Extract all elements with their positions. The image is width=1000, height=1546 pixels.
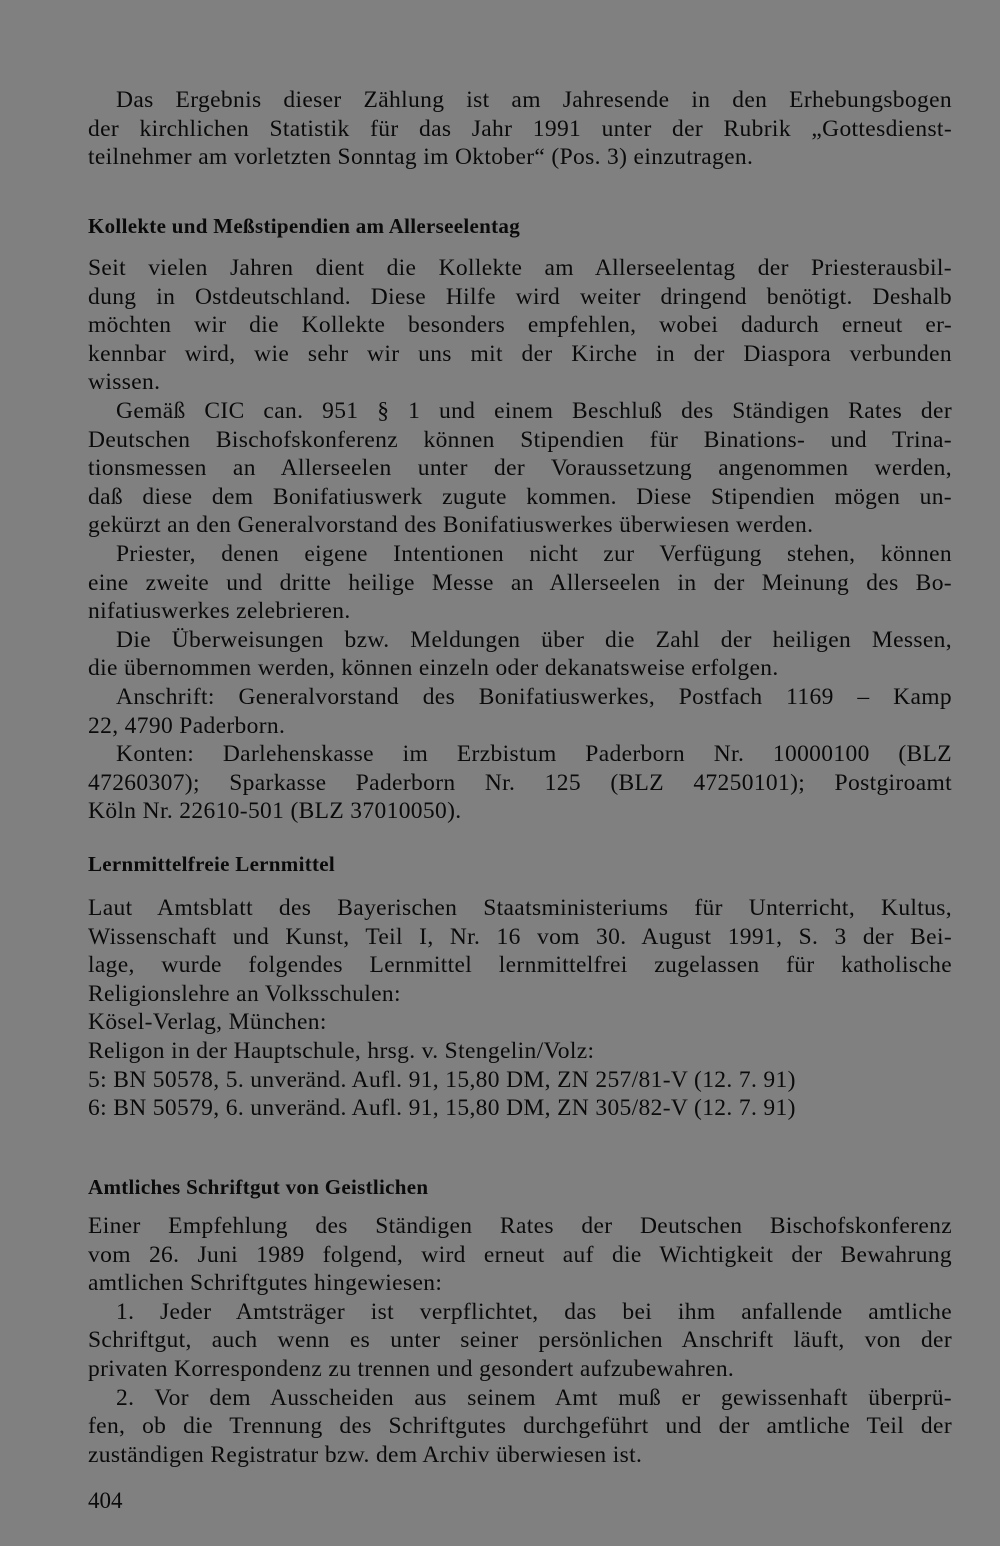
text-line: Deutschen Bischofskonferenz können Stipendien für Binations- und Trina- xyxy=(88,426,952,453)
text-line: Kösel-Verlag, München: xyxy=(88,1009,327,1036)
text-line: amtlichen Schriftgutes hingewiesen: xyxy=(88,1270,443,1297)
text-line: vom 26. Juni 1989 folgend, wird erneut auf die Wichtigkeit der Bewahrung xyxy=(88,1241,952,1268)
section-kollekte-body xyxy=(88,254,952,826)
section-lernmittel-body xyxy=(88,894,952,1123)
text-line: 1. Jeder Amtsträger ist verpflichtet, das bei ihm anfallende amtliche xyxy=(116,1298,952,1325)
text-line: zuständigen Registratur bzw. dem Archiv überwiesen ist. xyxy=(88,1441,643,1468)
text-line: Die Überweisungen bzw. Meldungen über die Zahl der heiligen Messen, xyxy=(116,626,952,653)
text-line: privaten Korrespondenz zu trennen und gesondert aufzubewahren. xyxy=(88,1355,735,1382)
text-line: Seit vielen Jahren dient die Kollekte am Allerseelentag der Priesterausbil- xyxy=(88,255,952,281)
text-line: Priester, denen eigene Intentionen nicht zur Verfügung stehen, können xyxy=(116,540,952,567)
text-line: Religon in der Hauptschule, hrsg. v. Stengelin/Volz: xyxy=(88,1037,595,1064)
text-line: eine zweite und dritte heilige Messe an Allerseelen in der Meinung des Bo- xyxy=(88,569,952,596)
text-line: nifatiuswerkes zelebrieren. xyxy=(88,598,351,625)
text-line: fen, ob die Trennung des Schriftgutes durchgeführt und der amtliche Teil der xyxy=(88,1413,952,1440)
text-line: 47260307); Sparkasse Paderborn Nr. 125 (BLZ 47250101); Postgiroamt xyxy=(88,769,952,796)
text-line: kennbar wird, wie sehr wir uns mit der Kirche in der Diaspora verbunden xyxy=(88,340,952,367)
text-line: daß diese dem Bonifatiuswerk zugute kommen. Diese Stipendien mögen un- xyxy=(88,483,952,510)
section-kollekte-heading xyxy=(88,212,952,240)
text-line: 5: BN 50578, 5. unveränd. Aufl. 91, 15,80 DM, ZN 257/81-V (12. 7. 91) xyxy=(88,1066,796,1093)
text-line: gekürzt an den Generalvorstand des Bonifatiuswerkes überwiesen werden. xyxy=(88,512,814,539)
section-heading: Amtliches Schriftgut von Geistlichen xyxy=(88,1175,429,1199)
section-schriftgut-heading xyxy=(88,1173,952,1201)
intro-paragraph xyxy=(88,86,952,172)
text-line: Laut Amtsblatt des Bayerischen Staatsministeriums für Unterricht, Kultus, xyxy=(88,895,952,921)
text-line: Einer Empfehlung des Ständigen Rates der Deutschen Bischofskonferenz xyxy=(88,1213,952,1239)
text-line: die übernommen werden, können einzeln oder dekanatsweise erfolgen. xyxy=(88,655,779,682)
text-line: der kirchlichen Statistik für das Jahr 1991 unter der Rubrik „Gottesdienst- xyxy=(88,115,952,142)
section-schriftgut-body xyxy=(88,1212,952,1469)
text-line: 2. Vor dem Ausscheiden aus seinem Amt muß er gewissenhaft überprü- xyxy=(116,1384,952,1411)
text-line: Köln Nr. 22610-501 (BLZ 37010050). xyxy=(88,798,462,825)
text-line: möchten wir die Kollekte besonders empfehlen, wobei dadurch erneut er- xyxy=(88,312,952,339)
text-line: Wissenschaft und Kunst, Teil I, Nr. 16 vom 30. August 1991, S. 3 der Bei- xyxy=(88,923,952,950)
text-line: dung in Ostdeutschland. Diese Hilfe wird weiter dringend benötigt. Deshalb xyxy=(88,283,952,310)
text-line: Schriftgut, auch wenn es unter seiner persönlichen Anschrift läuft, von der xyxy=(88,1327,952,1354)
text-line: Anschrift: Generalvorstand des Bonifatiuswerkes, Postfach 1169 – Kamp xyxy=(116,683,952,710)
section-heading: Kollekte und Meßstipendien am Allerseelentag xyxy=(88,214,521,238)
section-lernmittel-heading xyxy=(88,850,952,878)
text-line: Religionslehre an Volksschulen: xyxy=(88,980,401,1007)
text-line: 22, 4790 Paderborn. xyxy=(88,712,286,739)
text-line: Konten: Darlehenskasse im Erzbistum Paderborn Nr. 10000100 (BLZ xyxy=(116,741,952,768)
section-heading: Lernmittelfreie Lernmittel xyxy=(88,852,336,876)
text-line: Gemäß CIC can. 951 § 1 und einem Beschluß des Ständigen Rates der xyxy=(116,397,952,424)
text-line: Das Ergebnis dieser Zählung ist am Jahresende in den Erhebungsbogen xyxy=(116,87,952,113)
text-line: 6: BN 50579, 6. unveränd. Aufl. 91, 15,80 DM, ZN 305/82-V (12. 7. 91) xyxy=(88,1095,796,1122)
text-line: lage, wurde folgendes Lernmittel lernmittelfrei zugelassen für katholische xyxy=(88,952,952,979)
text-line: teilnehmer am vorletzten Sonntag im Oktober“ (Pos. 3) einzutragen. xyxy=(88,144,754,171)
text-line: tionsmessen an Allerseelen unter der Voraussetzung angenommen werden, xyxy=(88,455,952,482)
page-number: 404 xyxy=(88,1488,123,1513)
text-line: wissen. xyxy=(88,369,161,396)
